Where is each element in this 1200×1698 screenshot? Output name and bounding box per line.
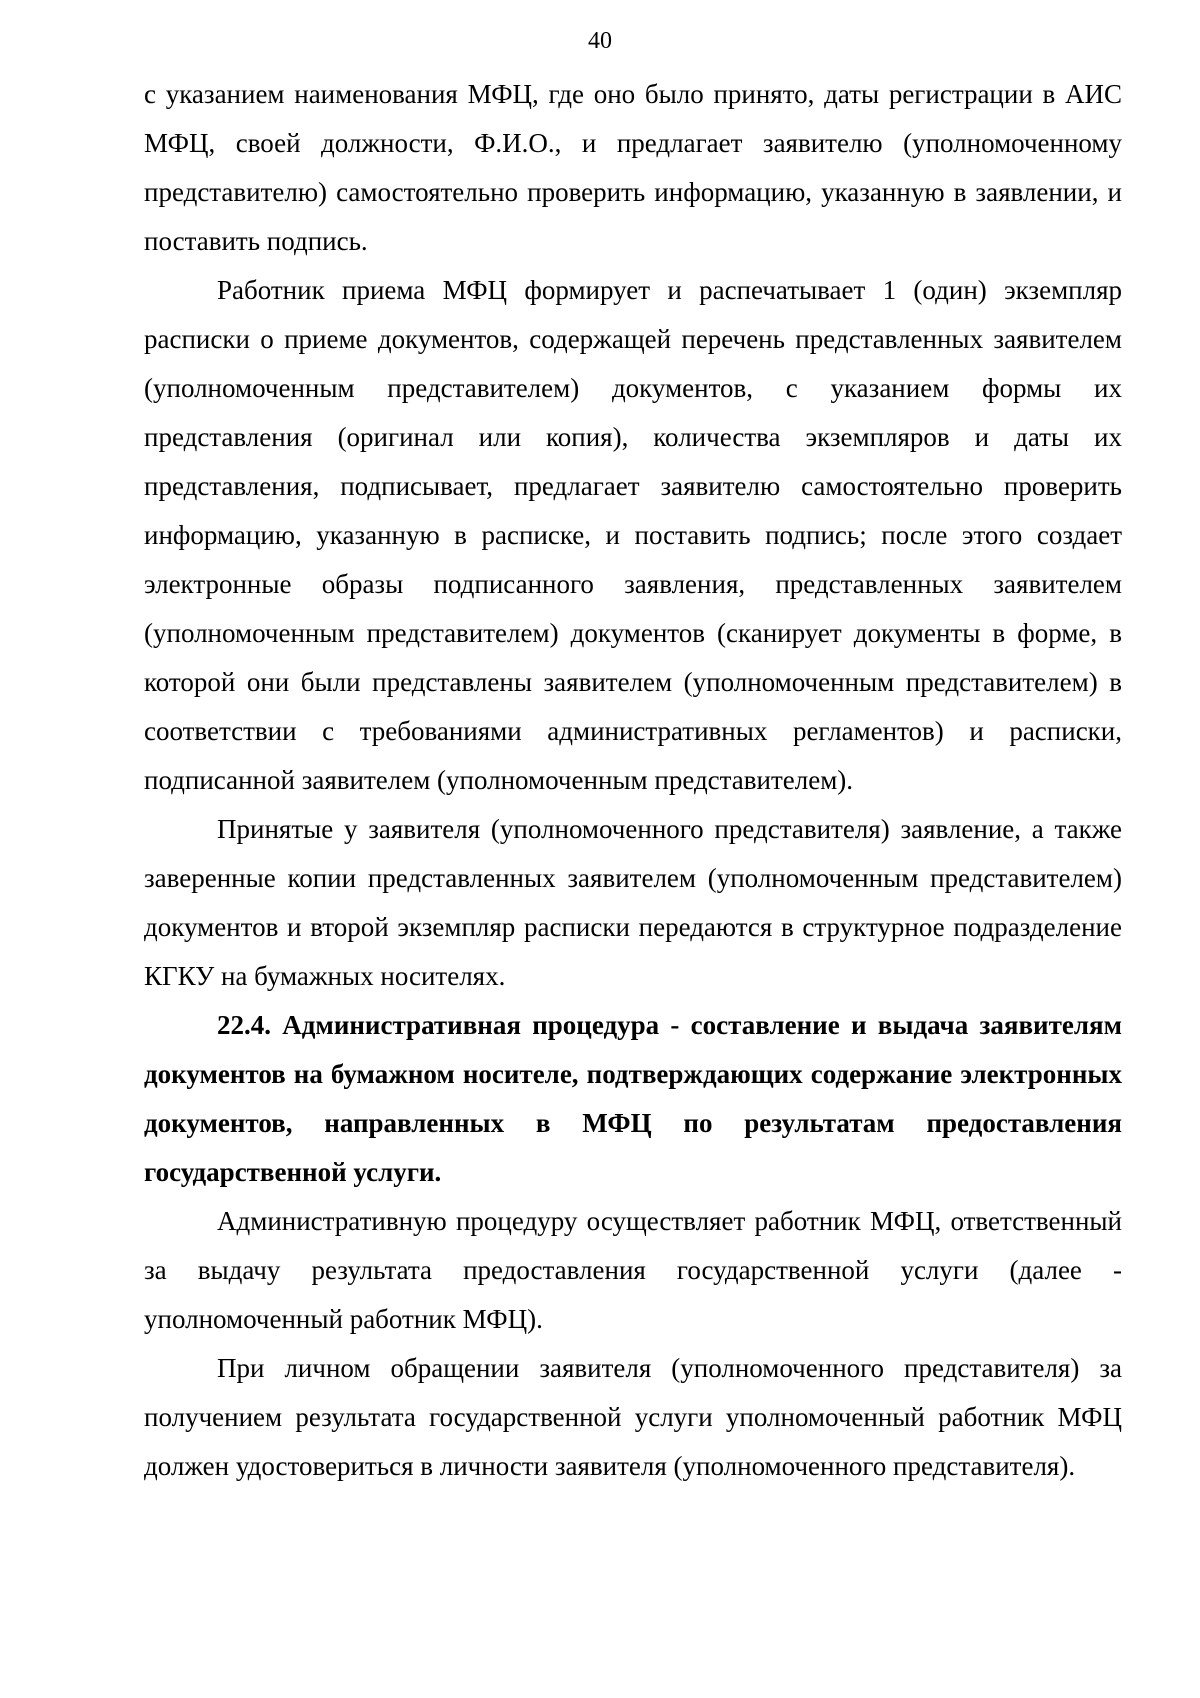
page-number: 40 (588, 28, 612, 54)
paragraph-continuation: с указанием наименования МФЦ, где оно было принято, даты регистрации в АИС МФЦ, своей должности, Ф.И.О., и предлагает заявителю (уполномоченному представителю) самостоятельно проверить информацию, указанную в заявлении, и поставить подпись. (144, 79, 1122, 256)
document-body (144, 70, 1122, 1491)
paragraph-procedure-performer: Административную процедуру осуществляет работник МФЦ, ответственный за выдачу результата предоставления государственной услуги (далее - уполномоченный работник МФЦ). (144, 1206, 1122, 1334)
paragraph-personal-visit: При личном обращении заявителя (уполномоченного представителя) за получением результата государственной услуги уполномоченный работник МФЦ должен удостовериться в личности заявителя (уполномоченного представителя). (144, 1353, 1122, 1481)
paragraph-receipt: Работник приема МФЦ формирует и распечатывает 1 (один) экземпляр расписки о приеме документов, содержащей перечень представленных заявителем (уполномоченным представителем) документов, с указанием формы их представления (оригинал или копия), количества экземпляров и даты их представления, подписывает, предлагает заявителю самостоятельно проверить информацию, указанную в расписке, и поставить подпись; после этого создает электронные образы подписанного заявления, представленных заявителем (уполномоченным представителем) документов (сканирует документы в форме, в которой они были представлены заявителем (уполномоченным представителем) в соответствии с требованиями административных регламентов) и расписки, подписанной заявителем (уполномоченным представителем). (144, 275, 1122, 795)
paragraph-transfer: Принятые у заявителя (уполномоченного представителя) заявление, а также заверенные копии представленных заявителем (уполномоченным представителем) документов и второй экземпляр расписки передаются в структурное подразделение КГКУ на бумажных носителях. (144, 814, 1122, 991)
section-heading-22-4: 22.4. Административная процедура - составление и выдача заявителям документов на бумажном носителе, подтверждающих содержание электронных документов, направленных в МФЦ по результатам предоставления государственной услуги. (144, 1010, 1122, 1187)
